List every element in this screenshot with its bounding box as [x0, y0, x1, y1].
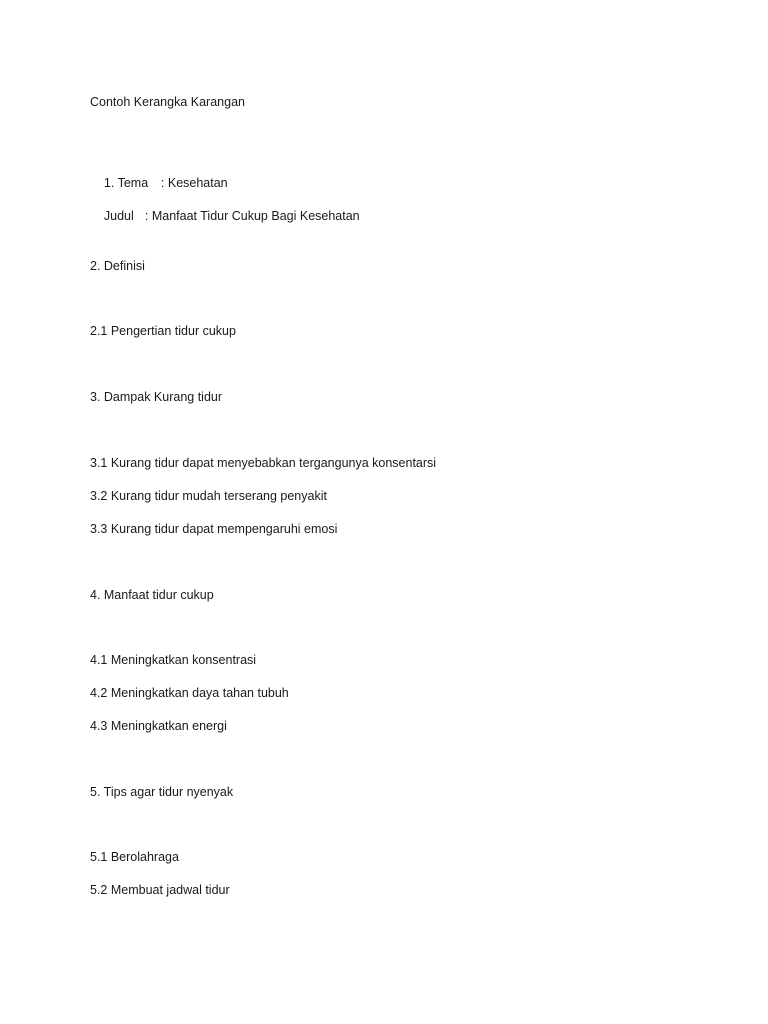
subsection-tips-1: 5.1 Berolahraga	[90, 850, 179, 864]
subsection-definisi-1: 2.1 Pengertian tidur cukup	[90, 324, 236, 338]
section-heading-tips: 5. Tips agar tidur nyenyak	[90, 785, 234, 799]
subsection-tips-2: 5.2 Membuat jadwal tidur	[90, 883, 230, 897]
tema-label: 1. Tema	[103, 176, 149, 190]
subsection-dampak-1: 3.1 Kurang tidur dapat menyebabkan tergangunya konsentarsi	[90, 456, 437, 470]
document-title: Contoh Kerangka Karangan	[90, 95, 245, 109]
subsection-dampak-3: 3.3 Kurang tidur dapat mempengaruhi emosi	[90, 522, 338, 536]
judul-line	[90, 192, 360, 240]
section-heading-definisi: 2. Definisi	[90, 259, 145, 273]
subsection-manfaat-1: 4.1 Meningkatkan konsentrasi	[90, 653, 257, 667]
subsection-dampak-2: 3.2 Kurang tidur mudah terserang penyakit	[90, 489, 327, 503]
judul-label: Judul	[103, 209, 134, 223]
judul-value: : Manfaat Tidur Cukup Bagi Kesehatan	[144, 209, 360, 223]
section-heading-dampak: 3. Dampak Kurang tidur	[90, 390, 223, 404]
section-heading-manfaat: 4. Manfaat tidur cukup	[90, 588, 214, 602]
tema-value: : Kesehatan	[160, 176, 228, 190]
subsection-manfaat-2: 4.2 Meningkatkan daya tahan tubuh	[90, 686, 289, 700]
subsection-manfaat-3: 4.3 Meningkatkan energi	[90, 719, 227, 733]
